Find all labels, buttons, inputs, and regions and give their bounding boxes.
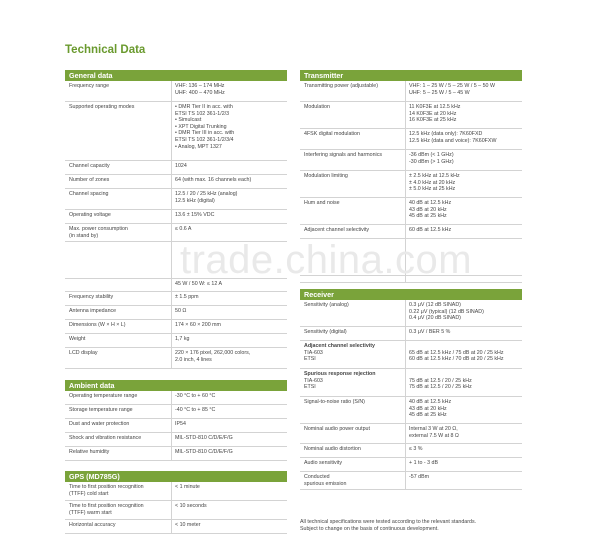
spec-value-line: 40 dB at 12.5 kHz (409, 399, 452, 405)
spec-value-line: + 1 to - 3 dB (409, 460, 439, 466)
spec-label (65, 292, 172, 305)
spec-value-line: 50 Ω (175, 308, 187, 314)
spec-label-line: Max. power consumption (69, 226, 128, 232)
spec-label-line: Nominal audio distortion (304, 446, 361, 452)
footnote-line: Subject to change on the basis of continuous development. (300, 526, 439, 532)
spec-value-line: ETSI TS 102 361-1/2/3 (175, 110, 230, 117)
spec-value-line (409, 343, 504, 350)
spec-label (65, 161, 172, 174)
spec-row (300, 198, 522, 225)
spec-label (65, 224, 172, 241)
footnote (300, 519, 476, 533)
spec-value-line: 12.5 / 20 / 25 kHz (analog) (175, 191, 238, 197)
spec-label-line: Sensitivity (analog) (304, 302, 349, 308)
spec-label-line: Transmitting power (adjustable) (304, 83, 378, 89)
spec-value-line: 60 dB at 12.5 kHz (409, 227, 452, 233)
spec-label (65, 520, 172, 533)
spec-row (300, 397, 522, 424)
spec-value-line: 12.5 kHz (data and voice): 7K60FXW (409, 137, 497, 144)
spec-label (65, 348, 172, 368)
spec-label-line: Antenna impedance (69, 308, 117, 314)
spec-label-line: Nominal audio power output (304, 426, 370, 432)
spec-value-line: 0.22 μV (typical) (12 dB SINAD) (409, 308, 484, 315)
spec-value-line: 40 dB at 12.5 kHz (409, 200, 452, 206)
spec-value (172, 419, 189, 432)
spec-label-line: Dimensions (W × H × L) (69, 322, 126, 328)
spec-value (172, 433, 236, 446)
spec-value-line: external 7.5 W at 8 Ω (409, 432, 459, 439)
spec-value-line: 64 (with max. 16 channels each) (175, 177, 252, 183)
spec-label-line: Audio sensitivity (304, 460, 342, 466)
spec-label (65, 391, 172, 404)
spec-label (300, 397, 406, 423)
spec-label-line: 4FSK digital modulation (304, 131, 360, 137)
spec-label (300, 81, 406, 101)
spec-row (65, 433, 287, 447)
spec-value (406, 150, 457, 170)
spec-value-line: MIL-STD-810 C/D/E/F/G (175, 435, 233, 441)
spec-label (65, 306, 172, 319)
spec-row (65, 520, 287, 534)
spec-value (406, 129, 499, 149)
spec-value-line: • Analog, MPT 1327 (175, 143, 222, 150)
spec-value (172, 102, 237, 160)
spec-value-line (409, 371, 472, 378)
spec-value (172, 391, 218, 404)
spec-value-line: • XPT Digital Trunking (175, 123, 227, 130)
spec-row (65, 292, 287, 306)
spec-label (65, 175, 172, 188)
spec-value (172, 161, 190, 174)
spec-value-line: -30 °C to + 60 °C (175, 393, 216, 399)
spec-label (300, 150, 406, 170)
spec-value-line: ± 4.0 kHz at 20 kHz (409, 179, 456, 186)
spec-row (300, 300, 522, 327)
spec-value-line: • Simulcast (175, 117, 202, 124)
spec-label-line: Spurious response rejection (304, 371, 376, 377)
spec-label-line: (in stand by) (69, 232, 99, 239)
spec-label-line: ETSI (304, 356, 316, 363)
spec-label-line: Time to first position recognition (69, 503, 144, 509)
spec-value-line: Internal 3 W at 20 Ω, (409, 426, 458, 432)
spec-value (406, 327, 453, 340)
spec-label (65, 81, 172, 101)
spec-label-line: Time to first position recognition (69, 484, 144, 490)
spec-row (65, 391, 287, 405)
spec-value (172, 292, 202, 305)
spec-value-line: 43 dB at 20 kHz (409, 206, 447, 213)
spec-label-line: Hum and noise (304, 200, 340, 206)
spec-value (172, 447, 236, 460)
spec-value (172, 520, 203, 533)
spec-value-line: 0.3 μV / BER 5 % (409, 329, 451, 335)
spec-row (300, 369, 522, 397)
section-receiver (300, 289, 522, 490)
spec-value-line: 1,7 kg (175, 336, 190, 342)
spec-value-line: 2.0 inch, 4 lines (175, 356, 212, 363)
spec-value-line: < 1 minute (175, 484, 200, 490)
spec-value (406, 444, 426, 457)
spec-value (406, 81, 498, 101)
spec-value-line: 16 K0F3E at 25 kHz (409, 117, 457, 124)
spec-row (300, 102, 522, 129)
spec-value-line: • DMR Tier III in acc. with (175, 130, 235, 137)
spec-label-line: Interfering signals and harmonics (304, 152, 383, 158)
footnote-line: All technical specifications were tested according to the relevant standards. (300, 519, 477, 525)
spec-label (65, 433, 172, 446)
spec-value (172, 175, 254, 188)
spec-value-line: 1024 (175, 163, 187, 169)
spec-label-line: Adjacent channel selectivity (304, 227, 370, 233)
spec-value (172, 334, 192, 347)
spec-row (65, 334, 287, 348)
spec-label (65, 210, 172, 223)
section-header: Transmitter (300, 70, 522, 81)
spec-label (65, 320, 172, 333)
spec-label-line: Channel capacity (69, 163, 110, 169)
spec-value-line: 65 dB at 12.5 kHz / 75 dB at 20 / 25 kHz (409, 349, 504, 356)
spec-row (65, 306, 287, 320)
spec-value-line: ETSI TS 102 361-1/2/3/4 (175, 136, 234, 143)
spec-label (65, 482, 172, 500)
spec-value (406, 198, 454, 224)
spec-value-line: UHF: 5 – 25 W / 5 – 45 W (409, 89, 470, 96)
spec-value (172, 210, 217, 223)
spec-label-line: Operating voltage (69, 212, 111, 218)
spec-row (300, 129, 522, 150)
spec-label-line: Sensitivity (digital) (304, 329, 347, 335)
spec-row (65, 405, 287, 419)
section-gps-md785g (65, 471, 287, 534)
spec-value (172, 405, 218, 418)
spec-value (406, 300, 487, 326)
spec-value-line: MIL-STD-810 C/D/E/F/G (175, 449, 233, 455)
spec-value-line: -30 dBm (> 1 GHz) (409, 158, 454, 165)
spec-value-line: VHF: 136 – 174 MHz (175, 83, 225, 89)
spec-value (406, 397, 454, 423)
spec-value (406, 369, 475, 396)
spec-label-line: Modulation limiting (304, 173, 348, 179)
spec-row (300, 81, 522, 102)
spec-label (65, 189, 172, 209)
spec-value-line: UHF: 400 – 470 MHz (175, 89, 225, 96)
spec-value (406, 225, 454, 238)
spec-value (406, 472, 432, 489)
spec-value (406, 458, 441, 471)
spec-value (172, 501, 210, 519)
spec-row (65, 419, 287, 433)
spec-row (300, 424, 522, 444)
spec-row (65, 348, 287, 369)
spec-row (65, 482, 287, 501)
spec-value-line: 0.4 μV (20 dB SINAD) (409, 315, 461, 322)
spec-value-line: 12.5 kHz (data only): 7K60FXD (409, 131, 483, 137)
spec-label (300, 458, 406, 471)
spec-row (300, 472, 522, 490)
spec-label (300, 198, 406, 224)
spec-label-line: Relative humidity (69, 449, 110, 455)
spec-value-line: 43 dB at 20 kHz (409, 405, 447, 412)
spec-value-line: VHF: 1 – 25 W / 5 – 25 W / 5 – 50 W (409, 83, 495, 89)
spec-label (65, 102, 172, 160)
spec-row (65, 320, 287, 334)
spec-value-line: ≤ 3 % (409, 446, 423, 452)
spec-row (300, 327, 522, 341)
spec-value-line: 14 K0F3E at 20 kHz (409, 110, 457, 117)
section-ambient-data (65, 380, 287, 461)
spec-label-line: (TTFF) warm start (69, 509, 112, 516)
spec-row (65, 210, 287, 224)
spec-value-line: 11 K0F3E at 12.5 kHz (409, 104, 461, 110)
spec-label-line: Weight (69, 336, 86, 342)
spec-label-line: Number of zones (69, 177, 110, 183)
spec-label (300, 444, 406, 457)
spec-value-line: 45 dB at 25 kHz (409, 213, 447, 220)
spec-value-line: ± 5.0 kHz at 25 kHz (409, 186, 456, 193)
spec-value (406, 424, 462, 443)
spec-label (300, 171, 406, 197)
spec-value (406, 341, 507, 368)
spec-label-line: Conducted (304, 474, 330, 480)
spec-label (65, 279, 172, 291)
spec-row (300, 341, 522, 369)
spec-label-line: Adjacent channel selectivity (304, 343, 375, 349)
spec-value-line: 174 × 60 × 200 mm (175, 322, 221, 328)
spec-label-line: Dust and water protection (69, 421, 130, 427)
spec-value (172, 242, 178, 278)
spec-label (300, 369, 406, 396)
spec-label-line: LCD display (69, 350, 98, 356)
spec-value-line: 45 dB at 25 kHz (409, 412, 447, 419)
spec-value-line: 45 W / 50 W: ≤ 12 A (175, 281, 222, 287)
spec-row (300, 444, 522, 458)
spec-label (300, 225, 406, 238)
left-spec-column (65, 70, 287, 534)
spec-row (65, 81, 287, 102)
spec-label-line: Frequency range (69, 83, 110, 89)
spec-label (300, 129, 406, 149)
spec-label (65, 447, 172, 460)
spec-value-line: 75 dB at 12.5 / 20 / 25 kHz (409, 384, 472, 391)
spec-label (300, 472, 406, 489)
spec-label-line: Shock and vibration resistance (69, 435, 142, 441)
spec-value-line: 75 dB at 12.5 / 20 / 25 kHz (409, 377, 472, 384)
spec-label-line: Signal-to-noise ratio (S/N) (304, 399, 365, 405)
section-header: GPS (MD785G) (65, 471, 287, 482)
spec-value-line: < 10 meter (175, 522, 201, 528)
spec-row (300, 150, 522, 171)
spec-label-line: (TTFF) cold start (69, 490, 109, 497)
spec-label-line: Operating temperature range (69, 393, 138, 399)
spec-value-line: IP54 (175, 421, 186, 427)
spec-row (300, 225, 522, 239)
page-title: Technical Data (65, 44, 146, 56)
spec-row (300, 171, 522, 198)
spec-label-line: Channel spacing (69, 191, 109, 197)
spec-label-line: Storage temperature range (69, 407, 133, 413)
spec-label-line: Supported operating modes (69, 104, 135, 110)
spec-row (65, 102, 287, 161)
spec-label-line: Frequency stability (69, 294, 114, 300)
spec-row (65, 447, 287, 461)
section-header: Ambient data (65, 380, 287, 391)
spec-value-line: 13.6 ± 15% VDC (175, 212, 215, 218)
spec-label (300, 300, 406, 326)
spec-value (172, 306, 189, 319)
spec-row (65, 501, 287, 520)
spec-label (65, 334, 172, 347)
spec-value-line: 220 × 176 pixel, 262,000 colors, (175, 350, 251, 356)
spec-value-line: ± 1.5 ppm (175, 294, 199, 300)
spec-label-line: TIA-603 (304, 377, 323, 384)
watermark: trade.china.com (180, 238, 473, 282)
spec-value-line: 0.3 μV (12 dB SINAD) (409, 302, 461, 308)
spec-value-line: 60 dB at 12.5 kHz / 70 dB at 20 / 25 kHz (409, 356, 504, 363)
spec-label-line: ETSI (304, 384, 316, 391)
spec-value (172, 482, 203, 500)
spec-label-line: Modulation (304, 104, 330, 110)
spec-label-line: spurious emission (304, 480, 347, 487)
spec-value-line: ± 2.5 kHz at 12.5 kHz (409, 173, 460, 179)
spec-label (65, 242, 172, 278)
section-header: General data (65, 70, 287, 81)
spec-value (172, 348, 253, 368)
spec-row (65, 175, 287, 189)
spec-row (65, 161, 287, 175)
spec-label (65, 405, 172, 418)
spec-label-line: TIA-603 (304, 349, 323, 356)
spec-value-line: • DMR Tier II in acc. with (175, 104, 233, 110)
spec-label (300, 327, 406, 340)
spec-label (300, 102, 406, 128)
spec-label-line: Horizontal accuracy (69, 522, 116, 528)
spec-label (300, 424, 406, 443)
spec-value-line: ≤ 0.6 A (175, 226, 192, 232)
section-general-data (65, 70, 287, 369)
spec-value-line: 12.5 kHz (digital) (175, 197, 215, 204)
section-header: Receiver (300, 289, 522, 300)
spec-row (65, 189, 287, 210)
spec-label (65, 419, 172, 432)
spec-value (172, 320, 224, 333)
spec-row (300, 458, 522, 472)
spec-value-line: -57 dBm (409, 474, 430, 480)
spec-value (406, 102, 463, 128)
spec-value-line: -40 °C to + 85 °C (175, 407, 216, 413)
spec-value-line: -36 dBm (< 1 GHz) (409, 152, 454, 158)
spec-label (65, 501, 172, 519)
spec-label (300, 341, 406, 368)
spec-value (172, 81, 228, 101)
spec-value (172, 189, 240, 209)
spec-value (406, 171, 463, 197)
spec-value-line: < 10 seconds (175, 503, 207, 509)
